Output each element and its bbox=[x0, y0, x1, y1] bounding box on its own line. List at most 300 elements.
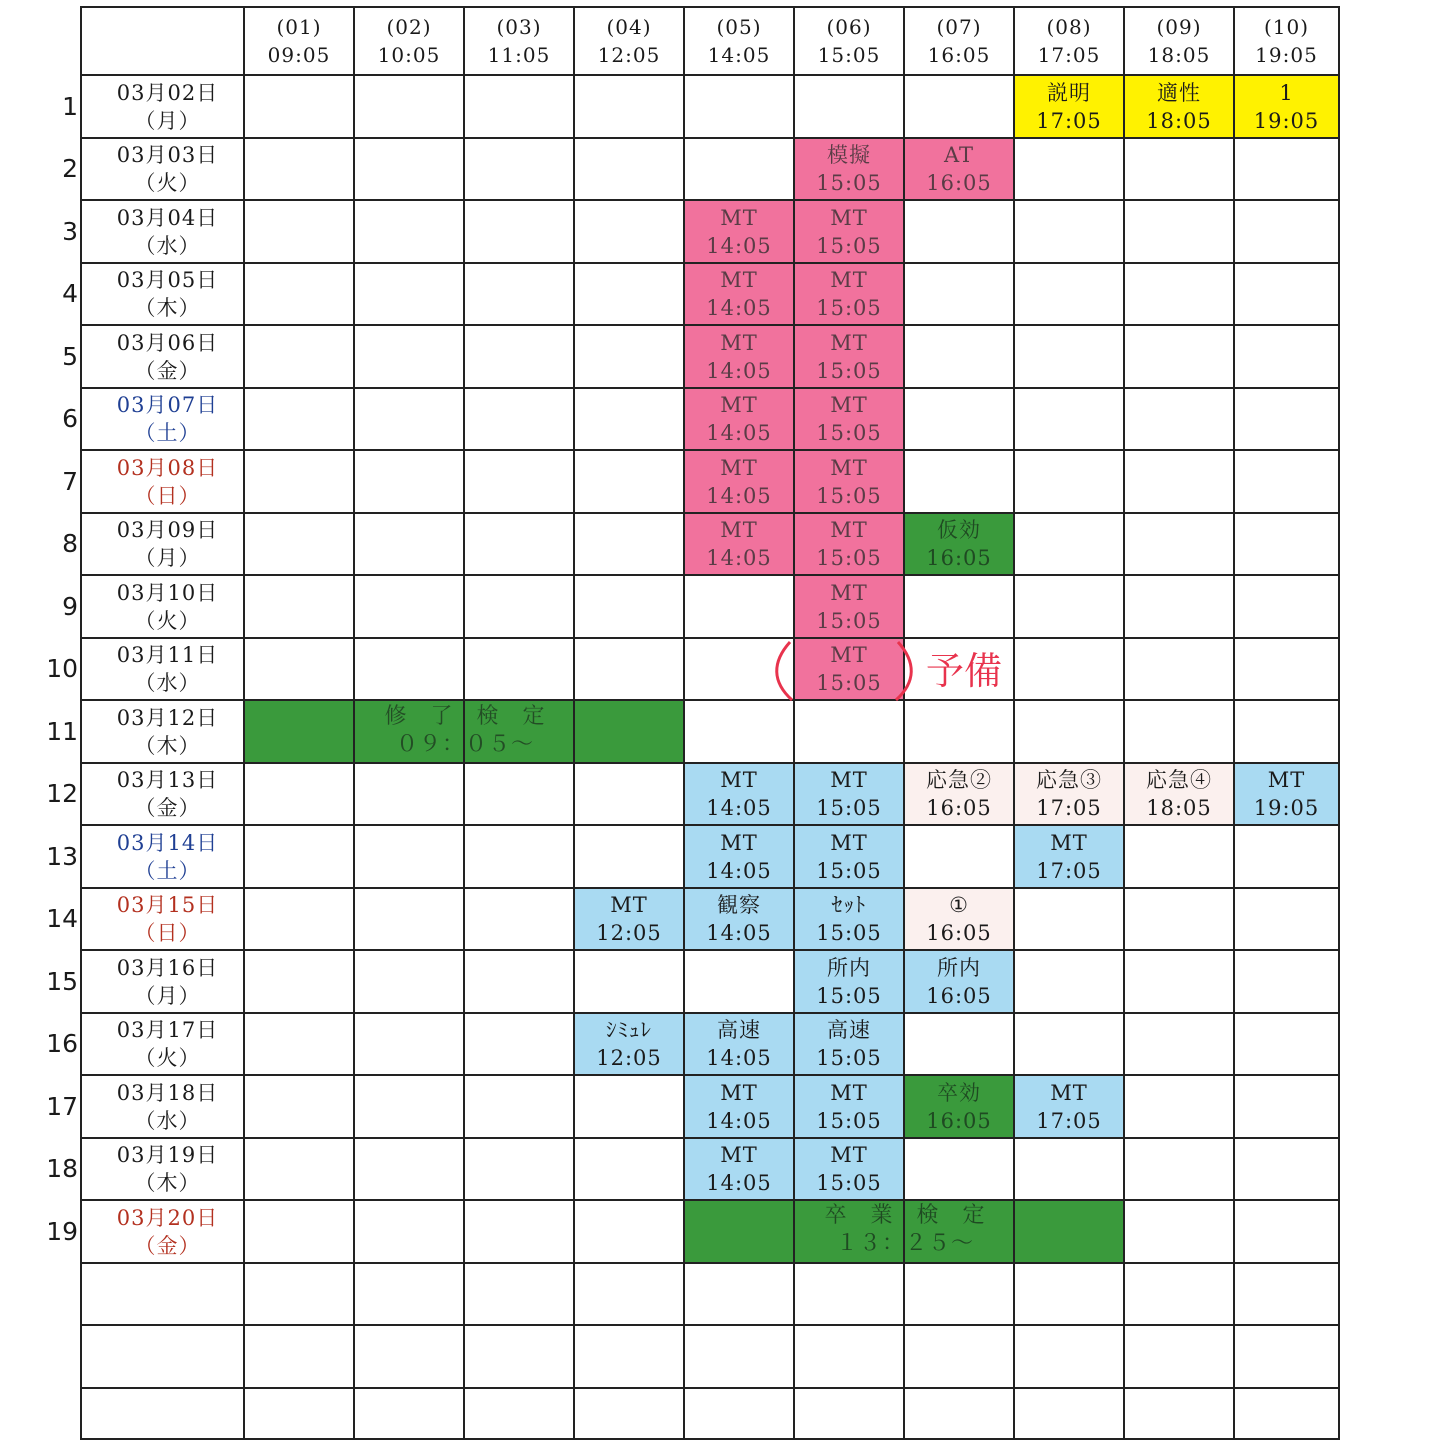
empty-cell bbox=[575, 389, 685, 451]
empty-cell bbox=[575, 76, 685, 139]
slot-time: 16:05 bbox=[927, 43, 991, 67]
date-label: 03月11日（水） bbox=[116, 643, 219, 695]
date-cell bbox=[80, 1014, 245, 1076]
date-cell bbox=[80, 889, 245, 951]
empty-cell bbox=[575, 576, 685, 639]
lesson-cell bbox=[685, 889, 795, 951]
header-slot-7 bbox=[905, 6, 1015, 76]
empty-cell bbox=[465, 514, 575, 576]
empty-cell bbox=[355, 201, 465, 264]
slot-time: 14:05 bbox=[707, 43, 771, 67]
date-label: 03月15日（日） bbox=[116, 893, 219, 945]
lesson-time: 15:05 bbox=[816, 796, 882, 820]
lesson-cell bbox=[905, 1076, 1015, 1139]
date-cell bbox=[80, 1264, 245, 1326]
lesson-cell bbox=[795, 639, 905, 701]
row-number: 5 bbox=[62, 341, 78, 371]
empty-cell bbox=[1015, 576, 1125, 639]
lesson-label: 適性 bbox=[1157, 80, 1201, 105]
empty-cell bbox=[245, 1326, 355, 1389]
empty-cell bbox=[795, 1264, 905, 1326]
lesson-label: MT bbox=[1050, 830, 1088, 855]
row-number: 6 bbox=[62, 404, 78, 433]
empty-cell bbox=[1235, 514, 1340, 576]
schedule-row bbox=[80, 451, 1340, 514]
empty-cell bbox=[795, 76, 905, 139]
empty-cell bbox=[465, 139, 575, 201]
schedule-row bbox=[80, 201, 1340, 264]
lesson-label: MT bbox=[1267, 768, 1306, 792]
lesson-cell bbox=[685, 1201, 795, 1264]
schedule-row bbox=[80, 764, 1340, 826]
lesson-label: MT bbox=[830, 518, 868, 542]
empty-cell bbox=[465, 1326, 575, 1389]
empty-cell bbox=[1015, 1014, 1125, 1076]
slot-time: 11:05 bbox=[487, 43, 551, 67]
empty-cell bbox=[685, 639, 795, 701]
empty-cell bbox=[575, 201, 685, 264]
lesson-label: 応急④ bbox=[1146, 768, 1212, 792]
empty-cell bbox=[1015, 1326, 1125, 1389]
lesson-label: MT bbox=[830, 330, 868, 355]
slot-time: 12:05 bbox=[597, 43, 661, 67]
empty-cell bbox=[795, 1389, 905, 1440]
schedule-row bbox=[80, 76, 1340, 139]
date-cell bbox=[80, 1326, 245, 1389]
lesson-cell bbox=[1125, 764, 1235, 826]
row-number: 15 bbox=[46, 966, 78, 996]
lesson-label: MT bbox=[830, 205, 868, 230]
lesson-label: MT bbox=[720, 1143, 758, 1167]
lesson-time: 16:05 bbox=[926, 983, 992, 1008]
schedule-row bbox=[80, 139, 1340, 201]
lesson-time: 14:05 bbox=[706, 358, 772, 383]
lesson-cell bbox=[905, 951, 1015, 1014]
lesson-cell bbox=[685, 1139, 795, 1201]
row-number: 1 bbox=[62, 91, 78, 121]
lesson-label: 応急② bbox=[926, 768, 992, 792]
empty-cell bbox=[245, 326, 355, 389]
empty-cell bbox=[1125, 451, 1235, 514]
header-slot-9 bbox=[1125, 6, 1235, 76]
slot-number: (07) bbox=[936, 15, 982, 39]
row-number: 13 bbox=[46, 841, 78, 871]
lesson-label: ｼﾐｭﾚ bbox=[606, 1018, 652, 1042]
empty-cell bbox=[1015, 201, 1125, 264]
empty-cell bbox=[1125, 1076, 1235, 1139]
slot-time: 09:05 bbox=[267, 43, 331, 67]
empty-cell bbox=[795, 701, 905, 764]
empty-cell bbox=[355, 1201, 465, 1264]
lesson-time: 14:05 bbox=[706, 858, 772, 883]
row-number: 4 bbox=[62, 279, 78, 308]
empty-cell bbox=[465, 1389, 575, 1440]
empty-cell bbox=[465, 1076, 575, 1139]
lesson-cell bbox=[685, 451, 795, 514]
empty-cell bbox=[355, 326, 465, 389]
empty-cell bbox=[355, 639, 465, 701]
empty-cell bbox=[1235, 139, 1340, 201]
date-label: 03月16日（月） bbox=[116, 955, 219, 1008]
empty-cell bbox=[355, 764, 465, 826]
lesson-label: MT bbox=[830, 455, 868, 480]
row-number: 2 bbox=[62, 154, 78, 183]
lesson-cell bbox=[795, 139, 905, 201]
lesson-cell bbox=[795, 389, 905, 451]
lesson-cell bbox=[795, 201, 905, 264]
lesson-label: MT bbox=[720, 518, 758, 542]
empty-cell bbox=[905, 264, 1015, 326]
empty-cell bbox=[1015, 514, 1125, 576]
empty-cell bbox=[1235, 889, 1340, 951]
row-number: 3 bbox=[62, 216, 78, 246]
date-cell bbox=[80, 139, 245, 201]
empty-cell bbox=[1235, 1076, 1340, 1139]
lesson-time: 14:05 bbox=[706, 1108, 772, 1133]
empty-cell bbox=[465, 764, 575, 826]
empty-cell bbox=[1125, 889, 1235, 951]
date-label: 03月10日（火） bbox=[116, 580, 219, 633]
lesson-label: 観察 bbox=[717, 893, 761, 917]
lesson-label: MT bbox=[830, 393, 868, 417]
row-number: 17 bbox=[46, 1091, 78, 1121]
lesson-time: 16:05 bbox=[926, 921, 992, 945]
empty-cell bbox=[575, 326, 685, 389]
empty-cell bbox=[685, 76, 795, 139]
lesson-cell bbox=[795, 1076, 905, 1139]
lesson-label: MT bbox=[720, 1080, 758, 1105]
row-number: 12 bbox=[46, 779, 78, 808]
empty-cell bbox=[575, 1201, 685, 1264]
lesson-cell bbox=[245, 701, 355, 764]
empty-cell bbox=[1125, 701, 1235, 764]
lesson-label: MT bbox=[720, 205, 758, 230]
lesson-time: 17:05 bbox=[1036, 796, 1102, 820]
lesson-cell bbox=[795, 514, 905, 576]
lesson-cell bbox=[685, 1014, 795, 1076]
empty-cell bbox=[905, 1389, 1015, 1440]
empty-cell bbox=[1235, 826, 1340, 889]
lesson-time: 15:05 bbox=[816, 858, 882, 883]
empty-cell bbox=[905, 639, 1015, 701]
lesson-label: 模擬 bbox=[827, 143, 871, 167]
empty-cell bbox=[1235, 1201, 1340, 1264]
date-label: 03月05日（木） bbox=[116, 268, 219, 320]
slot-time: 10:05 bbox=[377, 43, 441, 67]
date-cell bbox=[80, 76, 245, 139]
schedule-row bbox=[80, 576, 1340, 639]
lesson-cell bbox=[905, 139, 1015, 201]
empty-cell bbox=[465, 451, 575, 514]
empty-cell bbox=[1125, 1014, 1235, 1076]
empty-cell bbox=[245, 1139, 355, 1201]
lesson-label: MT bbox=[830, 768, 868, 792]
lesson-time: 12:05 bbox=[596, 1046, 662, 1070]
empty-cell bbox=[905, 326, 1015, 389]
lesson-time: 15:05 bbox=[816, 1171, 882, 1195]
empty-cell bbox=[465, 1201, 575, 1264]
lesson-cell bbox=[685, 389, 795, 451]
empty-cell bbox=[465, 1264, 575, 1326]
empty-cell bbox=[1235, 1014, 1340, 1076]
empty-cell bbox=[905, 76, 1015, 139]
lesson-time: 15:05 bbox=[816, 608, 882, 633]
empty-cell bbox=[905, 451, 1015, 514]
empty-cell bbox=[1125, 389, 1235, 451]
lesson-time: 19:05 bbox=[1253, 108, 1320, 133]
date-cell bbox=[80, 1076, 245, 1139]
lesson-label: MT bbox=[1050, 1080, 1088, 1105]
empty-cell bbox=[1125, 951, 1235, 1014]
date-cell bbox=[80, 264, 245, 326]
empty-cell bbox=[905, 1264, 1015, 1326]
lesson-time: 15:05 bbox=[816, 921, 882, 945]
empty-cell bbox=[465, 264, 575, 326]
empty-cell bbox=[1015, 639, 1125, 701]
lesson-label: MT bbox=[720, 768, 758, 792]
lesson-cell bbox=[795, 264, 905, 326]
empty-cell bbox=[575, 1264, 685, 1326]
empty-cell bbox=[1015, 451, 1125, 514]
date-label: 03月07日（土） bbox=[116, 393, 219, 445]
empty-cell bbox=[575, 764, 685, 826]
empty-cell bbox=[1235, 1264, 1340, 1326]
lesson-cell bbox=[1015, 826, 1125, 889]
lesson-label: 1 bbox=[1279, 80, 1294, 105]
empty-cell bbox=[245, 889, 355, 951]
empty-cell bbox=[355, 76, 465, 139]
empty-cell bbox=[685, 1264, 795, 1326]
lesson-label: MT bbox=[720, 393, 758, 417]
lesson-time: 18:05 bbox=[1146, 108, 1212, 133]
empty-cell bbox=[1125, 639, 1235, 701]
lesson-time: 15:05 bbox=[816, 421, 882, 445]
date-cell bbox=[80, 951, 245, 1014]
empty-cell bbox=[355, 826, 465, 889]
schedule-row bbox=[80, 264, 1340, 326]
empty-cell bbox=[905, 1014, 1015, 1076]
lesson-cell bbox=[685, 264, 795, 326]
date-cell bbox=[80, 326, 245, 389]
lesson-time: 14:05 bbox=[706, 483, 772, 508]
empty-cell bbox=[465, 1014, 575, 1076]
lesson-time: 14:05 bbox=[706, 921, 772, 945]
date-cell bbox=[80, 1389, 245, 1440]
lesson-label: 所内 bbox=[937, 955, 981, 980]
row-number: 16 bbox=[46, 1029, 78, 1058]
lesson-time: 15:05 bbox=[816, 1108, 882, 1133]
lesson-time: 14:05 bbox=[706, 233, 772, 258]
empty-cell bbox=[575, 951, 685, 1014]
empty-cell bbox=[905, 576, 1015, 639]
date-cell bbox=[80, 576, 245, 639]
empty-cell bbox=[245, 1014, 355, 1076]
empty-cell bbox=[575, 1389, 685, 1440]
schedule-row bbox=[80, 326, 1340, 389]
empty-cell bbox=[1235, 701, 1340, 764]
empty-cell bbox=[465, 326, 575, 389]
empty-cell bbox=[245, 76, 355, 139]
header-slot-10 bbox=[1235, 6, 1340, 76]
empty-cell bbox=[355, 1014, 465, 1076]
lesson-cell bbox=[795, 889, 905, 951]
row-number: 18 bbox=[46, 1154, 78, 1183]
empty-cell bbox=[245, 1264, 355, 1326]
empty-cell bbox=[245, 451, 355, 514]
empty-cell bbox=[245, 1201, 355, 1264]
lesson-time: 14:05 bbox=[706, 1046, 772, 1070]
lesson-label: MT bbox=[720, 330, 758, 355]
lesson-time: 14:05 bbox=[706, 1171, 772, 1195]
lesson-time: 15:05 bbox=[816, 171, 882, 195]
schedule-row bbox=[80, 1014, 1340, 1076]
empty-cell bbox=[685, 701, 795, 764]
empty-cell bbox=[905, 201, 1015, 264]
empty-cell bbox=[1015, 701, 1125, 764]
lesson-cell bbox=[905, 514, 1015, 576]
empty-cell bbox=[575, 1139, 685, 1201]
slot-number: (01) bbox=[276, 15, 322, 39]
date-label: 03月06日（金） bbox=[116, 330, 219, 383]
header-slot-1 bbox=[245, 6, 355, 76]
lesson-cell bbox=[1015, 1201, 1125, 1264]
empty-cell bbox=[355, 889, 465, 951]
empty-cell bbox=[685, 1326, 795, 1389]
empty-cell bbox=[575, 826, 685, 889]
empty-cell bbox=[465, 576, 575, 639]
empty-cell bbox=[1125, 1389, 1235, 1440]
empty-cell bbox=[1235, 451, 1340, 514]
slot-number: (10) bbox=[1263, 15, 1310, 39]
empty-cell bbox=[355, 139, 465, 201]
empty-cell bbox=[245, 139, 355, 201]
lesson-time: 14:05 bbox=[706, 546, 772, 570]
lesson-time: 16:05 bbox=[926, 796, 992, 820]
empty-cell bbox=[685, 139, 795, 201]
date-label: 03月17日（火） bbox=[116, 1018, 219, 1070]
empty-cell bbox=[1015, 389, 1125, 451]
date-label: 03月08日（日） bbox=[116, 455, 219, 508]
empty-cell bbox=[465, 826, 575, 889]
lesson-label: 仮効 bbox=[937, 518, 981, 542]
empty-cell bbox=[685, 951, 795, 1014]
empty-cell bbox=[575, 639, 685, 701]
lesson-cell bbox=[685, 514, 795, 576]
date-cell bbox=[80, 1201, 245, 1264]
empty-cell bbox=[355, 389, 465, 451]
empty-cell bbox=[355, 1076, 465, 1139]
lesson-time: 15:05 bbox=[816, 483, 882, 508]
schedule-row bbox=[80, 1201, 1340, 1264]
empty-cell bbox=[575, 451, 685, 514]
empty-cell bbox=[1015, 951, 1125, 1014]
empty-cell bbox=[1015, 326, 1125, 389]
empty-cell bbox=[245, 514, 355, 576]
lesson-cell bbox=[795, 1139, 905, 1201]
empty-cell bbox=[1235, 576, 1340, 639]
lesson-label: MT bbox=[720, 268, 758, 292]
header-row bbox=[80, 6, 1340, 76]
lesson-label: MT bbox=[830, 1143, 868, 1167]
schedule-table bbox=[80, 6, 1340, 1440]
schedule-row bbox=[80, 701, 1340, 764]
empty-cell bbox=[465, 889, 575, 951]
empty-cell bbox=[1235, 1389, 1340, 1440]
empty-cell bbox=[1125, 1139, 1235, 1201]
slot-time: 18:05 bbox=[1147, 43, 1211, 67]
graduation-exam-banner bbox=[795, 1202, 1015, 1258]
lesson-cell bbox=[685, 764, 795, 826]
date-label: 03月02日（月） bbox=[116, 80, 219, 133]
date-cell bbox=[80, 826, 245, 889]
date-cell bbox=[80, 764, 245, 826]
lesson-time: 17:05 bbox=[1036, 108, 1102, 133]
empty-cell bbox=[905, 1139, 1015, 1201]
lesson-time: 15:05 bbox=[816, 296, 882, 320]
date-cell bbox=[80, 201, 245, 264]
lesson-label: 高速 bbox=[827, 1018, 871, 1042]
schedule-row bbox=[80, 514, 1340, 576]
empty-cell bbox=[245, 576, 355, 639]
lesson-cell bbox=[1015, 1076, 1125, 1139]
lesson-cell bbox=[685, 326, 795, 389]
date-label: 03月04日（水） bbox=[116, 205, 219, 258]
empty-cell bbox=[1235, 264, 1340, 326]
schedule-row bbox=[80, 1076, 1340, 1139]
date-label: 03月18日（水） bbox=[116, 1080, 219, 1133]
slot-number: (09) bbox=[1156, 15, 1202, 39]
lesson-cell bbox=[795, 1014, 905, 1076]
lesson-time: 14:05 bbox=[706, 296, 772, 320]
graduation-exam-time: １３：２５～ bbox=[835, 1231, 974, 1256]
empty-cell bbox=[1235, 1326, 1340, 1389]
lesson-label: ① bbox=[949, 893, 969, 917]
lesson-cell bbox=[795, 826, 905, 889]
empty-cell bbox=[795, 1326, 905, 1389]
header-slot-5 bbox=[685, 6, 795, 76]
header-slot-3 bbox=[465, 6, 575, 76]
lesson-time: 18:05 bbox=[1146, 796, 1212, 820]
lesson-cell bbox=[795, 951, 905, 1014]
schedule-row bbox=[80, 951, 1340, 1014]
schedule-row bbox=[80, 826, 1340, 889]
empty-cell bbox=[355, 264, 465, 326]
empty-cell bbox=[575, 514, 685, 576]
reserve-note-text: 予備 bbox=[926, 649, 1003, 693]
empty-cell bbox=[465, 951, 575, 1014]
header-slot-6 bbox=[795, 6, 905, 76]
lesson-cell bbox=[685, 201, 795, 264]
header-slot-2 bbox=[355, 6, 465, 76]
empty-cell bbox=[575, 1326, 685, 1389]
lesson-label: MT bbox=[830, 830, 868, 855]
empty-cell bbox=[465, 639, 575, 701]
empty-cell bbox=[1235, 326, 1340, 389]
empty-cell bbox=[245, 826, 355, 889]
lesson-label: 高速 bbox=[717, 1018, 761, 1042]
lesson-time: 16:05 bbox=[926, 171, 992, 195]
empty-cell bbox=[245, 1389, 355, 1440]
lesson-time: 16:05 bbox=[926, 1108, 992, 1133]
empty-cell bbox=[355, 951, 465, 1014]
lesson-time: 17:05 bbox=[1036, 1108, 1102, 1133]
empty-cell bbox=[355, 514, 465, 576]
lesson-label: 所内 bbox=[827, 955, 871, 980]
empty-cell bbox=[245, 764, 355, 826]
slot-time: 19:05 bbox=[1255, 43, 1318, 67]
row-number: 10 bbox=[46, 654, 78, 683]
lesson-cell bbox=[1235, 764, 1340, 826]
